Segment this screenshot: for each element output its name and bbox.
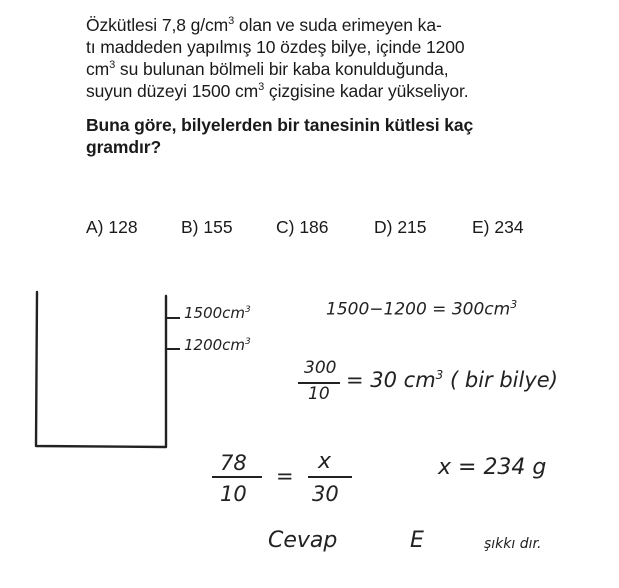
mark-1500-label: $1500cm^3$ — [184, 304, 251, 322]
answer-work: x = 234 g — [438, 455, 547, 480]
question-line-4: suyun düzeyi 1500 $cm^3$ çizgisine kadar yükseliyor. — [86, 81, 469, 101]
question-line-2: tı maddeden yapılmış 10 özdeş bilye, içinde 1200 — [86, 37, 465, 57]
container-sketch — [36, 292, 166, 447]
option-d[interactable]: D) 215 — [374, 217, 427, 237]
division-result: = 30 $cm^3$ ( bir bilye) — [346, 368, 558, 392]
option-b[interactable]: B) 155 — [181, 217, 233, 237]
question-prompt: Buna göre, bilyelerden bir tanesinin kütlesi kaç gramdır? — [86, 115, 474, 157]
option-e[interactable]: E) 234 — [472, 217, 524, 237]
question-line-3: $cm^3$ su bulunan bölmeli bir kaba konulduğunda, — [86, 59, 449, 79]
fraction-1-numerator: 300 — [304, 358, 337, 378]
fraction-3-numerator: x — [318, 449, 332, 474]
option-c[interactable]: C) 186 — [276, 217, 329, 237]
fraction-3-denominator: 30 — [312, 482, 339, 506]
proportion-equals: = — [276, 464, 294, 488]
final-answer-word: Cevap — [268, 528, 338, 553]
final-answer-letter: E — [410, 528, 424, 553]
fraction-2-denominator: 10 — [220, 482, 247, 506]
option-a[interactable]: A) 128 — [86, 217, 138, 237]
mark-1200-label: $1200cm^3$ — [184, 336, 251, 354]
subtraction-work: $1500-1200 = 300cm^3$ — [326, 298, 518, 320]
question-line-1: Özkütlesi 7,8 $g/cm^3$ olan ve suda erimeyen ka- — [86, 15, 442, 35]
final-answer-suffix: şıkkı dır. — [484, 536, 542, 552]
fraction-2-numerator: 78 — [220, 451, 247, 475]
fraction-1-denominator: 10 — [308, 384, 330, 404]
